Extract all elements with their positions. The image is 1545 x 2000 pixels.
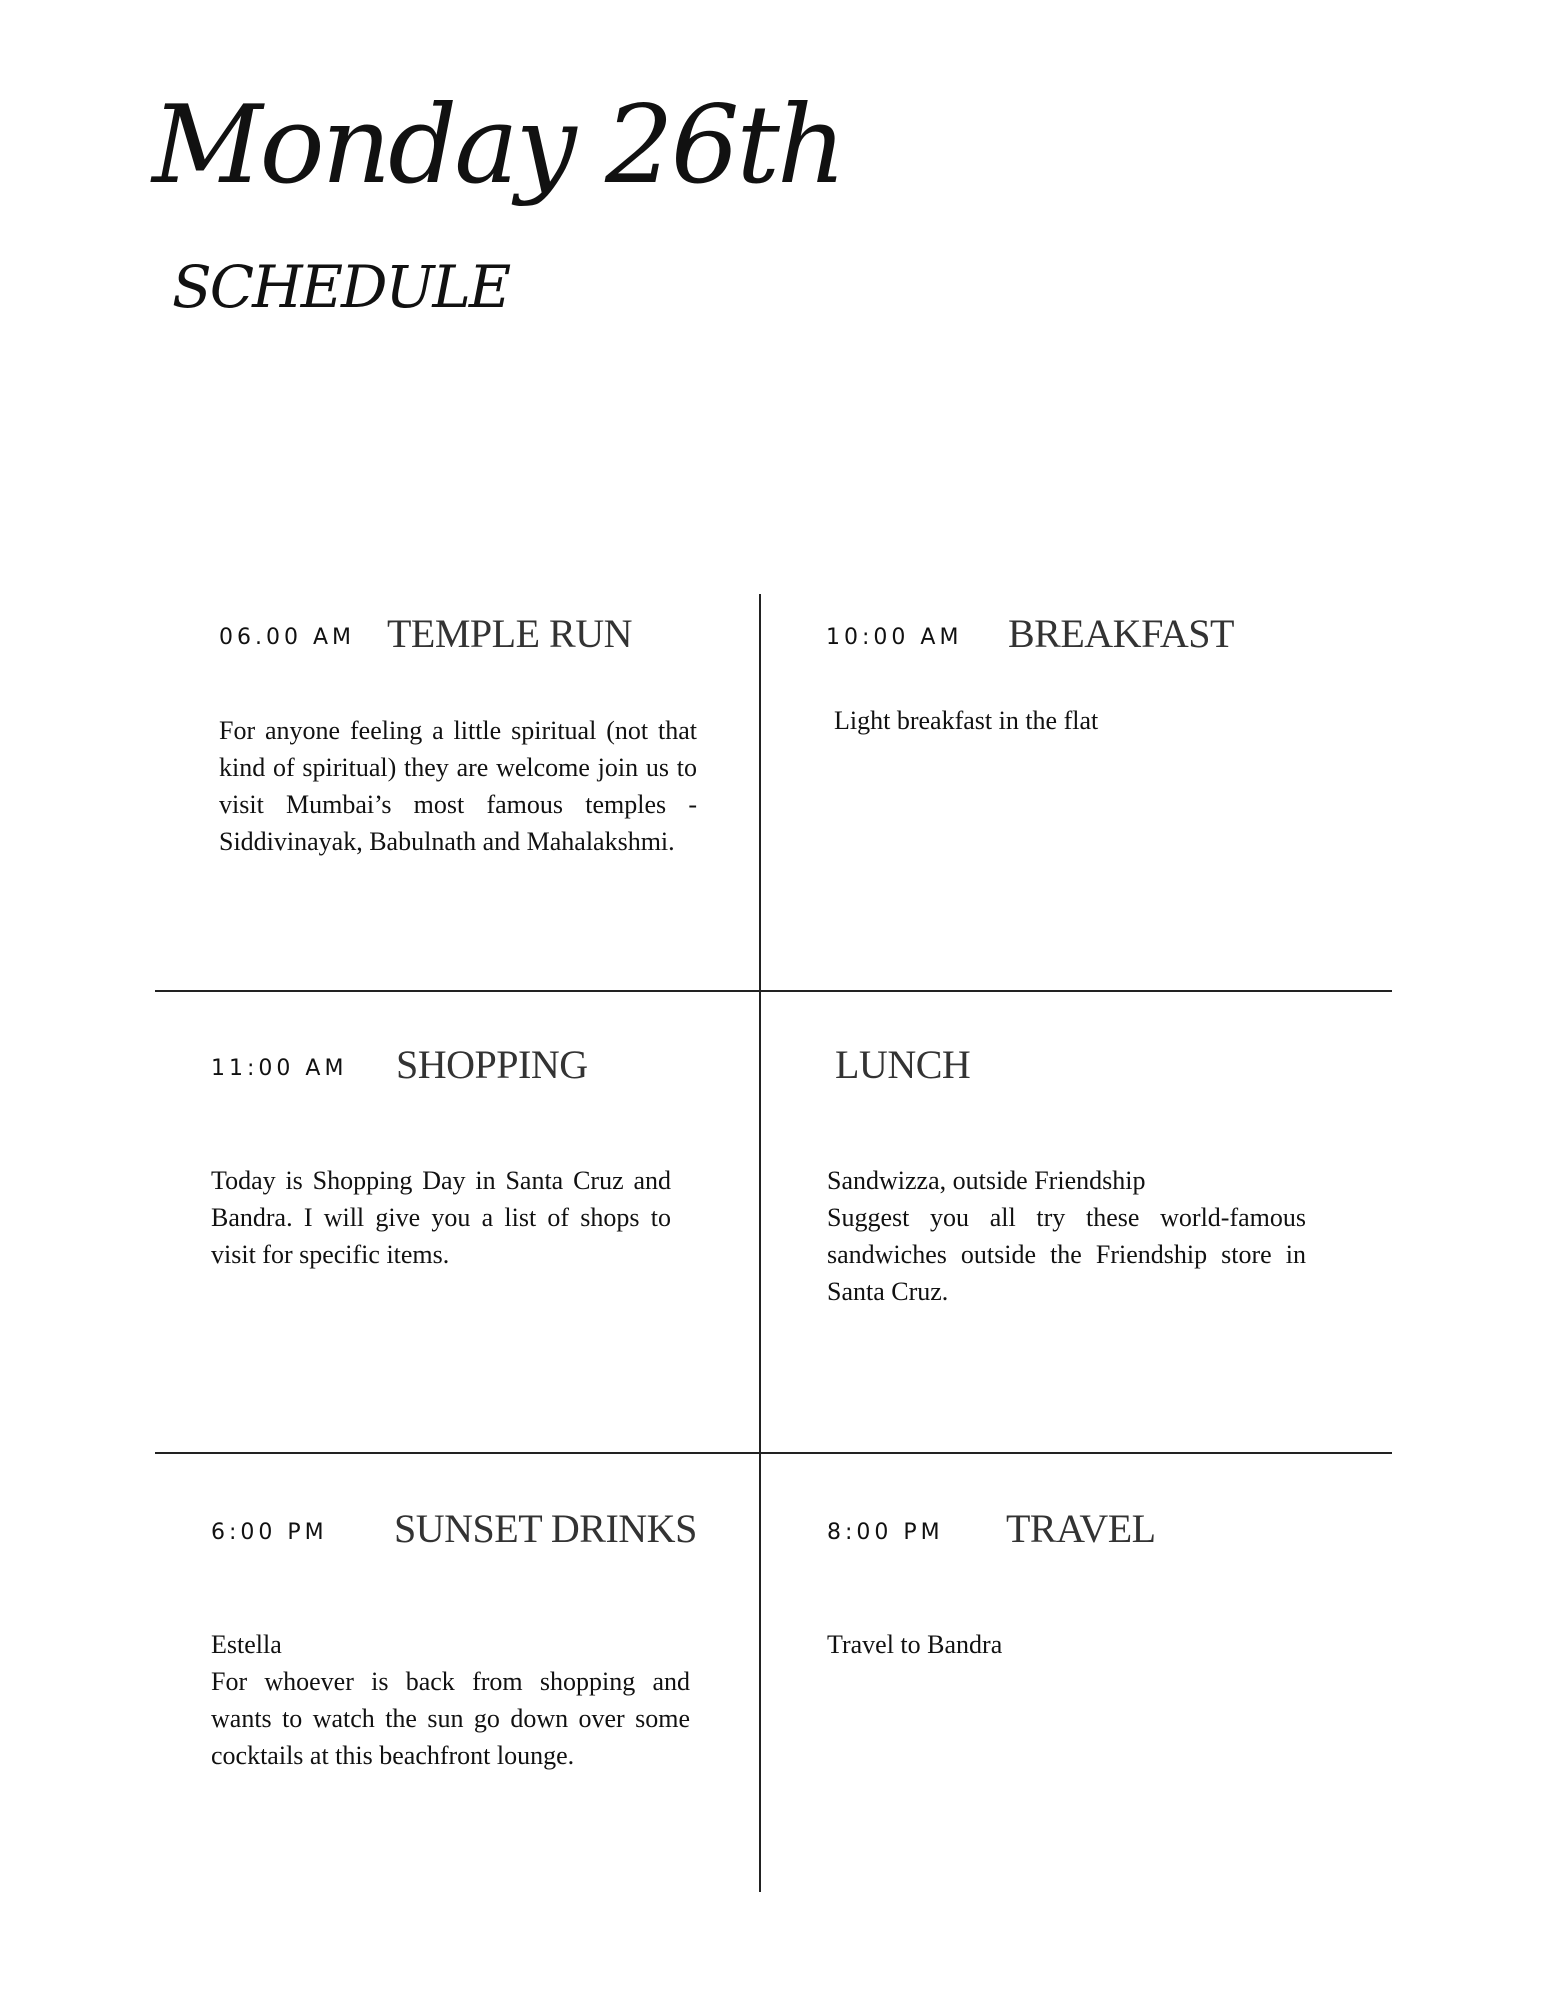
- event-description: [211, 1626, 690, 1774]
- event-description-text: Light breakfast in the flat: [834, 706, 1099, 735]
- event-place: Sandwizza, outside Friendship: [827, 1166, 1146, 1195]
- page-title: Monday 26th: [152, 83, 844, 208]
- page-subtitle: SCHEDULE: [172, 253, 510, 321]
- grid-horizontal-divider: [155, 1452, 1392, 1454]
- event-description: [827, 1626, 1307, 1663]
- grid-vertical-divider: [759, 594, 761, 1892]
- event-title: TRAVEL: [1006, 1506, 1156, 1551]
- event-time: 10:00 AM: [826, 625, 963, 650]
- event-time: 11:00 AM: [211, 1056, 348, 1081]
- event-description-text: For anyone feeling a little spiritual (not that kind of spiritual) they are welcome join us to visit Mumbai’s most famous temples - Siddivinayak, Babulnath and Mahalakshmi.: [219, 716, 697, 856]
- event-description: [834, 702, 1314, 739]
- grid-horizontal-divider: [155, 990, 1392, 992]
- event-description: [211, 1162, 671, 1273]
- event-description: [219, 712, 697, 860]
- event-time: 6:00 PM: [211, 1520, 328, 1545]
- event-title: LUNCH: [835, 1042, 971, 1087]
- event-description-text: For whoever is back from shopping and wants to watch the sun go down over some cocktails at this beachfront lounge.: [211, 1667, 690, 1770]
- event-title: BREAKFAST: [1008, 611, 1234, 656]
- event-title: TEMPLE RUN: [387, 611, 632, 656]
- event-description: [827, 1162, 1306, 1310]
- event-description-text: Today is Shopping Day in Santa Cruz and Bandra. I will give you a list of shops to visit for specific items.: [211, 1166, 671, 1269]
- event-title: SUNSET DRINKS: [394, 1506, 697, 1551]
- event-title: SHOPPING: [396, 1042, 588, 1087]
- event-place: Estella: [211, 1630, 282, 1659]
- event-description-text: Travel to Bandra: [827, 1630, 1003, 1659]
- event-time: 06.00 AM: [219, 625, 356, 650]
- event-description-text: Suggest you all try these world-famous sandwiches outside the Friendship store in Santa Cruz.: [827, 1203, 1306, 1306]
- event-time: 8:00 PM: [827, 1520, 944, 1545]
